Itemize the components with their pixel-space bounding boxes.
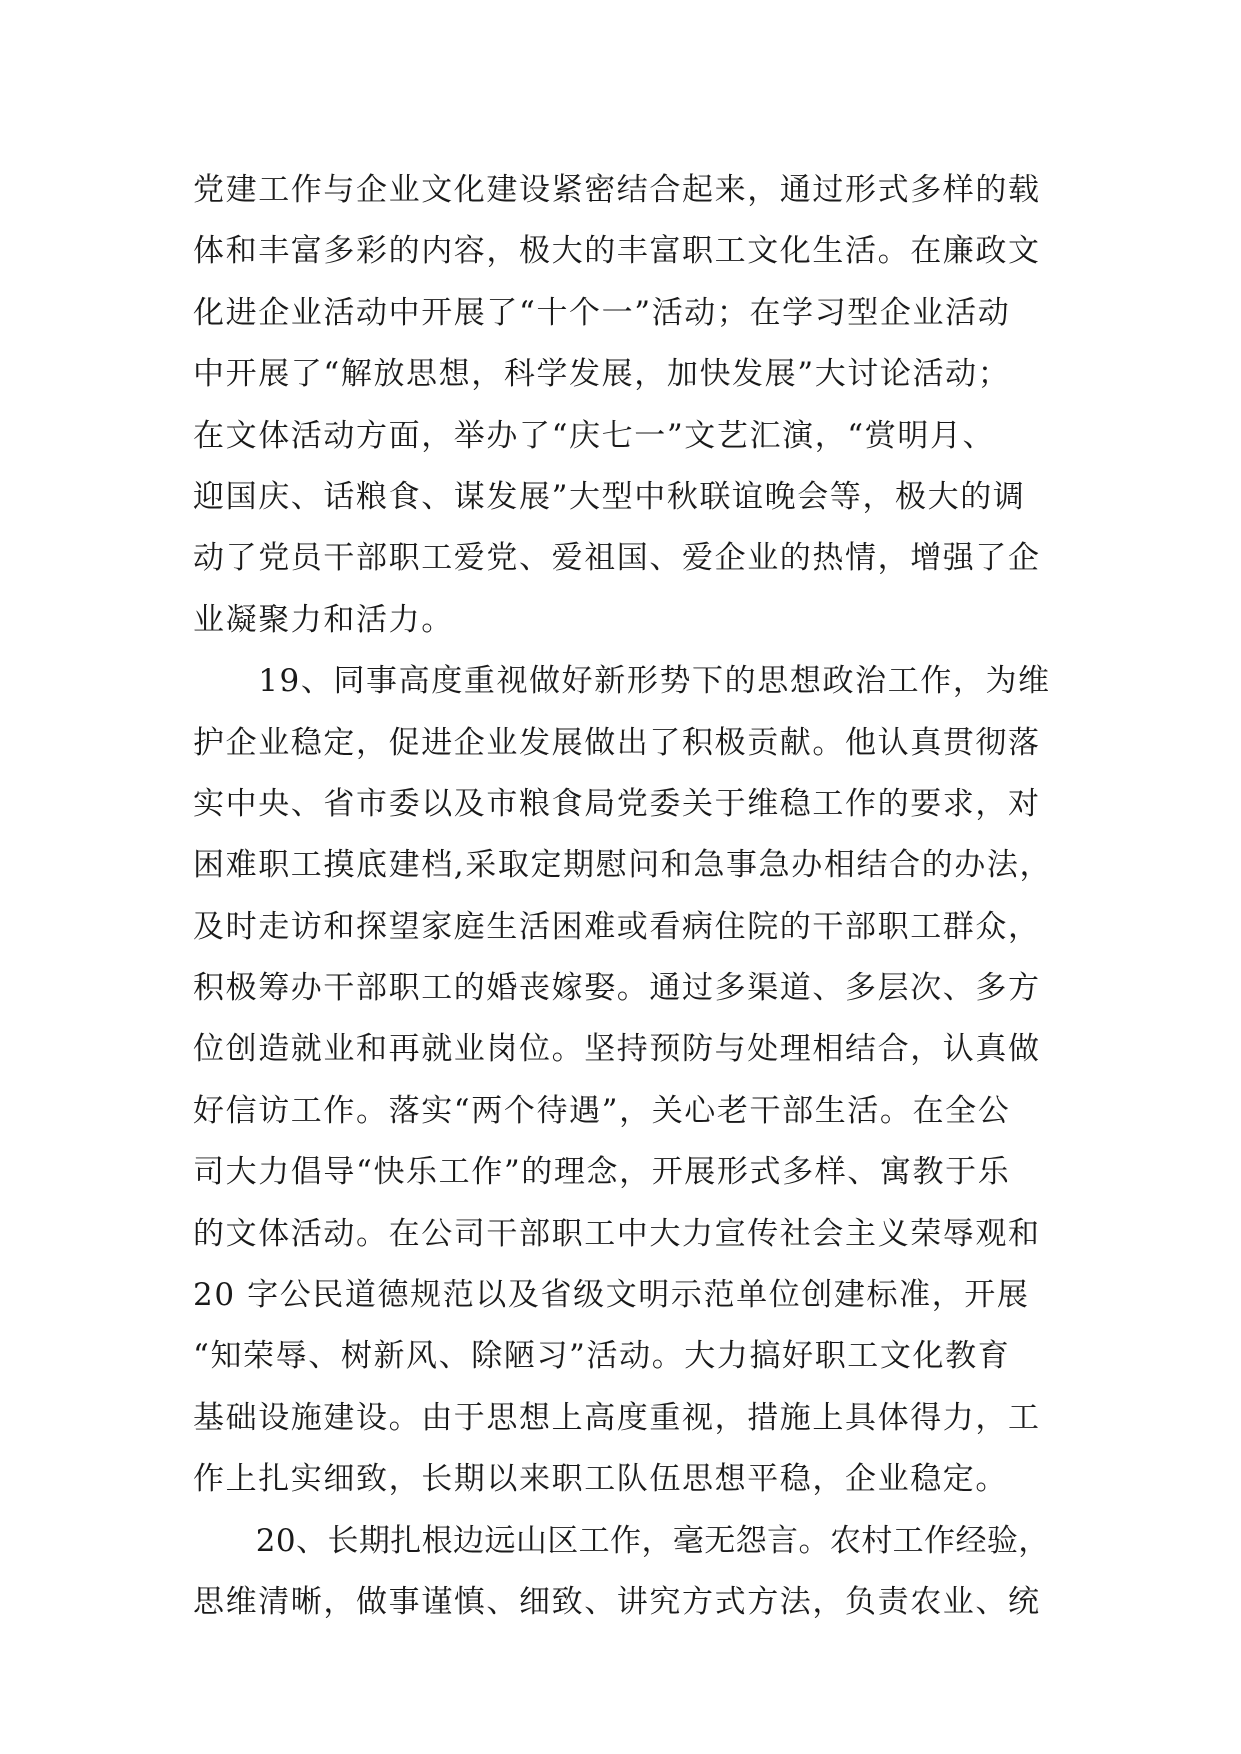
text-line: 好信访工作。落实“两个待遇”，关心老干部生活。在全公 bbox=[193, 1092, 1011, 1129]
text-line: 20、长期扎根边远山区工作，毫无怨言。农村工作经验， bbox=[193, 1522, 1050, 1559]
text-line: 动了党员干部职工爱党、爱祖国、爱企业的热情，增强了企 bbox=[193, 540, 1041, 577]
text-line: 党建工作与企业文化建设紧密结合起来，通过形式多样的载 bbox=[193, 172, 1041, 208]
text-line: 司大力倡导“快乐工作”的理念，开展形式多样、寓教于乐 bbox=[193, 1154, 1011, 1191]
text-line: 基础设施建设。由于思想上高度重视，措施上具体得力，工 bbox=[193, 1399, 1041, 1436]
text-line: 体和丰富多彩的内容，极大的丰富职工文化生活。在廉政文 bbox=[193, 233, 1041, 270]
text-line: 困难职工摸底建档,采取定期慰问和急事急办相结合的办法， bbox=[193, 847, 1053, 884]
text-line: 作上扎实细致，长期以来职工队伍思想平稳，企业稳定。 bbox=[193, 1461, 1008, 1498]
text-line: 20 字公民道德规范以及省级文明示范单位创建标准，开展 bbox=[193, 1277, 1030, 1314]
text-line: 及时走访和探望家庭生活困难或看病住院的干部职工群众， bbox=[193, 908, 1041, 945]
text-line: 19、同事高度重视做好新形势下的思想政治工作，为维 bbox=[193, 663, 1051, 700]
text-line: “知荣辱、树新风、除陋习”活动。大力搞好职工文化教育 bbox=[193, 1338, 1011, 1375]
text-line: 在文体活动方面，举办了“庆七一”文艺汇演，“赏明月、 bbox=[193, 417, 996, 454]
body-text bbox=[193, 160, 1053, 1633]
text-line: 化进企业活动中开展了“十个一”活动；在学习型企业活动 bbox=[193, 294, 1011, 331]
text-line: 积极筹办干部职工的婚丧嫁娶。通过多渠道、多层次、多方 bbox=[193, 970, 1041, 1007]
text-line: 实中央、省市委以及市粮食局党委关于维稳工作的要求，对 bbox=[193, 785, 1041, 822]
text-line: 中开展了“解放思想，科学发展，加快发展”大讨论活动； bbox=[193, 356, 1011, 393]
text-line: 护企业稳定，促进企业发展做出了积极贡献。他认真贯彻落 bbox=[193, 724, 1041, 761]
text-line: 迎国庆、话粮食、谋发展”大型中秋联谊晚会等，极大的调 bbox=[193, 478, 1026, 515]
text-line: 业凝聚力和活力。 bbox=[193, 601, 454, 638]
text-line: 位创造就业和再就业岗位。坚持预防与处理相结合，认真做 bbox=[193, 1031, 1041, 1068]
text-line: 的文体活动。在公司干部职工中大力宣传社会主义荣辱观和 bbox=[193, 1215, 1041, 1252]
text-line: 思维清晰，做事谨慎、细致、讲究方式方法，负责农业、统 bbox=[193, 1583, 1041, 1620]
